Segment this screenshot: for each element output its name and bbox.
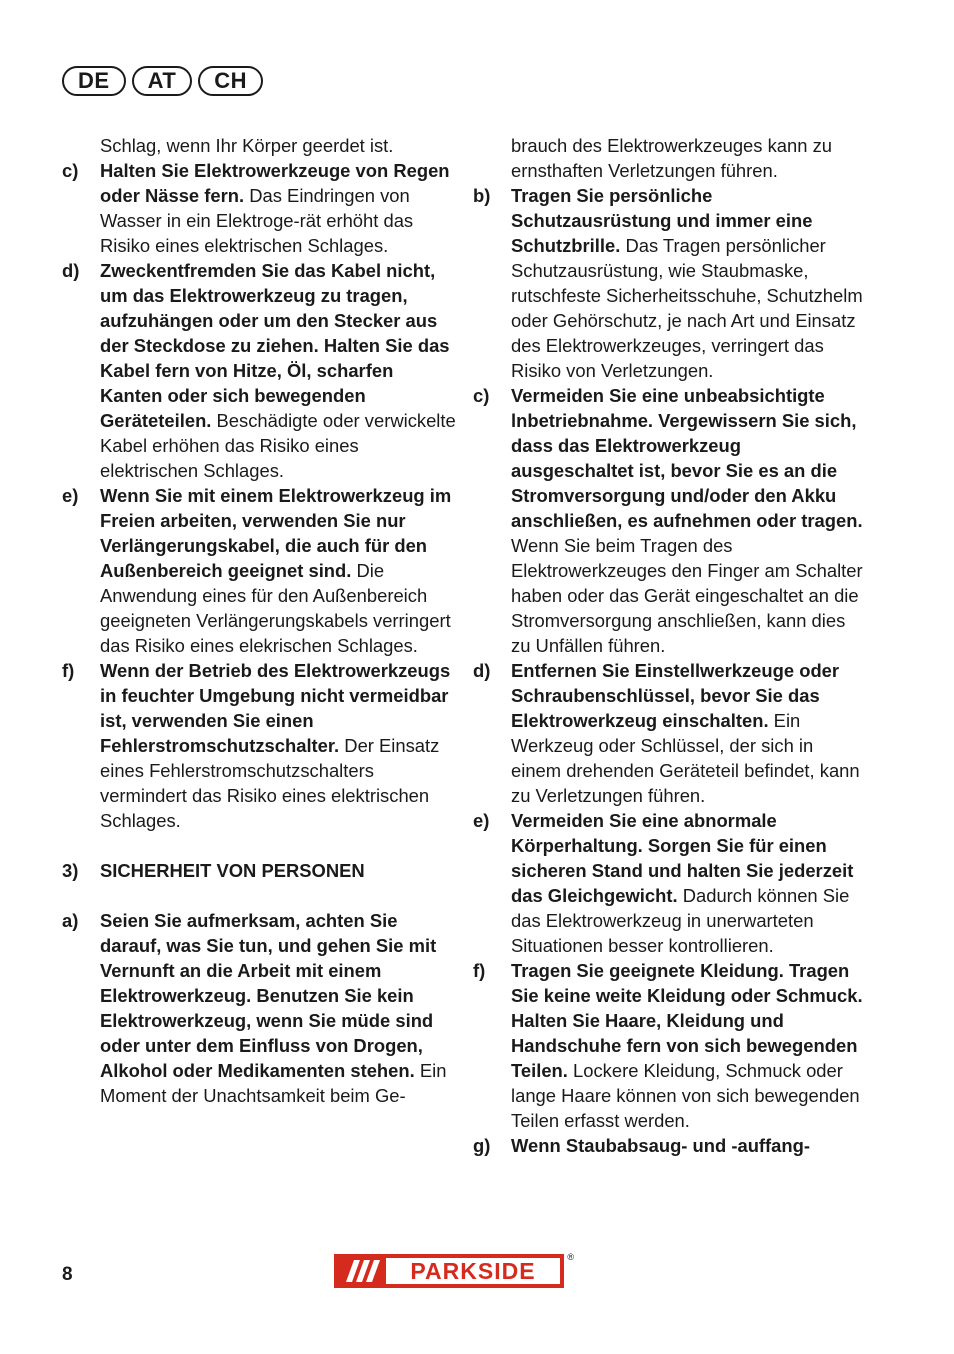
continued-text: brauch des Elektrowerkzeuges kann zu ernsthaften Verletzungen führen. [511, 135, 832, 181]
continued-text: Schlag, wenn Ihr Körper geerdet ist. [100, 135, 394, 156]
item-bold-text: Wenn der Betrieb des Elektrowerkzeugs in feuchter Umgebung nicht vermeidbar ist, verwenden Sie einen Fehlerstromschutzschalter. [100, 660, 451, 756]
item-plain-text: Beschädigte oder verwickelte Kabel erhöhen das Risiko eines elektrischen Schlages. [100, 410, 456, 481]
item-bold-text: Halten Sie Elektrowerkzeuge von Regen oder Nässe fern. [100, 160, 450, 206]
item-plain-text: Ein Moment der Unachtsamkeit beim Ge- [100, 1060, 447, 1106]
item-plain-text: Die Anwendung eines für den Außenbereich geeigneten Verlängerungskabels verringert das Risiko eines elekrischen Schlages. [100, 560, 451, 656]
spacer [62, 833, 457, 858]
item-label: e) [473, 810, 490, 831]
item-bold-text: Wenn Staubabsaug- und -auffang- [511, 1135, 811, 1156]
country-badge-at: AT [132, 66, 193, 96]
item-label: b) [473, 185, 491, 206]
safety-item-d [473, 658, 868, 808]
safety-item-c [473, 383, 868, 658]
safety-item-f [473, 958, 868, 1133]
safety-item-f [62, 658, 457, 833]
item-plain-text: Lockere Kleidung, Schmuck oder lange Haare können von sich bewegenden Teilen erfasst werden. [511, 1060, 860, 1131]
logo-wordmark-box [386, 1258, 560, 1284]
brand-wordmark: PARKSIDE [410, 1257, 536, 1284]
section-number: 3) [62, 860, 79, 881]
item-text [100, 908, 457, 1108]
right-column [473, 133, 868, 1158]
item-label: f) [473, 960, 486, 981]
item-text [511, 658, 868, 808]
country-badge-de: DE [62, 66, 126, 96]
left-column [62, 133, 457, 1108]
country-badges [62, 66, 263, 96]
item-text [511, 383, 868, 658]
item-plain-text: Der Einsatz eines Fehlerstromschutzschalters vermindert das Risiko eines elektrischen Schlages. [100, 735, 440, 831]
safety-item-e [62, 483, 457, 658]
item-label: g) [473, 1135, 491, 1156]
logo-stripes-icon [334, 1254, 386, 1288]
item-bold-text: Vermeiden Sie eine unbeabsichtigte lnbetriebnahme. Vergewissern Sie sich, dass das Elektrowerkzeug ausgeschaltet ist, bevor Sie es an die Stromversorgung und/oder den Akku anschließen, es aufnehmen oder tragen. [511, 385, 863, 531]
item-label: c) [62, 160, 79, 181]
item-bold-text: Entfernen Sie Einstellwerkzeuge oder Schraubenschlüssel, bevor Sie das Elektrowerkzeug einschalten. [511, 660, 840, 731]
item-plain-text: Ein Werkzeug oder Schlüssel, der sich in einem drehenden Geräteteil befindet, kann zu Verletzungen führen. [511, 710, 860, 806]
safety-item-c [62, 158, 457, 258]
safety-item-b [473, 183, 868, 383]
item-bold-text: Tragen Sie geeignete Kleidung. Tragen Sie keine weite Kleidung oder Schmuck. Halten Sie Haare, Kleidung und Handschuhe fern von sich bewegenden Teilen. [511, 960, 863, 1081]
item-bold-text: Vermeiden Sie eine abnormale Körperhaltung. Sorgen Sie für einen sicheren Stand und halten Sie jederzeit das Gleichgewicht. [511, 810, 854, 906]
section-heading [62, 858, 457, 883]
item-text [100, 658, 457, 833]
item-plain-text: Dadurch können Sie das Elektrowerkzeug in unerwarteten Situationen besser kontrollieren. [511, 885, 850, 956]
spacer [62, 883, 457, 908]
safety-item-d [62, 258, 457, 483]
item-text [511, 183, 868, 383]
item-bold-text: Seien Sie aufmerksam, achten Sie darauf, was Sie tun, und gehen Sie mit Vernunft an die Arbeit mit einem Elektrowerkzeug. Benutzen Sie kein Elektrowerkzeug, wenn Sie müde sind oder unter dem Einfluss von Drogen, Alkohol oder Medikamenten stehen. [100, 910, 437, 1081]
item-label: a) [62, 910, 79, 931]
item-label: f) [62, 660, 75, 681]
item-bold-text: Tragen Sie persönliche Schutzausrüstung und immer eine Schutzbrille. [511, 185, 813, 256]
parkside-logo [334, 1252, 574, 1288]
item-bold-text: Zweckentfremden Sie das Kabel nicht, um das Elektrowerkzeug zu tragen, aufzuhängen oder um den Stecker aus der Steckdose zu ziehen. Halten Sie das Kabel fern von Hitze, Öl, scharfen Kanten oder sich bewegenden Geräteteilen. [100, 260, 450, 431]
item-text [100, 258, 457, 483]
item-text [100, 483, 457, 658]
safety-item-e [473, 808, 868, 958]
item-label: e) [62, 485, 79, 506]
item-label: d) [62, 260, 80, 281]
item-label: d) [473, 660, 491, 681]
page-number: 8 [62, 1264, 73, 1285]
country-badge-ch: CH [198, 66, 263, 96]
item-text [100, 158, 457, 258]
item-bold-text: Wenn Sie mit einem Elektrowerkzeug im Freien arbeiten, verwenden Sie nur Verlängerungskabel, die auch für den Außenbereich geeignet sind. [100, 485, 452, 581]
safety-item-g [473, 1133, 868, 1158]
item-plain-text: Das Eindringen von Wasser in ein Elektroge-rät erhöht das Risiko eines elektrischen Schlages. [100, 185, 414, 256]
item-plain-text: Wenn Sie beim Tragen des Elektrowerkzeuges den Finger am Schalter haben oder das Gerät eingeschaltet an die Stromversorgung anschließen, kann dies zu Unfällen führen. [511, 535, 863, 656]
item-plain-text: Das Tragen persönlicher Schutzausrüstung, wie Staubmaske, rutschfeste Sicherheitsschuhe, Schutzhelm oder Gehörschutz, je nach Art und Einsatz des Elektrowerkzeuges, verringert das Risiko von Verletzungen. [511, 235, 863, 381]
safety-item-a [62, 908, 457, 1108]
item-label: c) [473, 385, 490, 406]
item-text [511, 958, 868, 1133]
registered-mark: ® [567, 1252, 574, 1262]
section-title: SICHERHEIT VON PERSONEN [100, 860, 365, 881]
item-text [511, 1133, 868, 1158]
item-text [511, 808, 868, 958]
